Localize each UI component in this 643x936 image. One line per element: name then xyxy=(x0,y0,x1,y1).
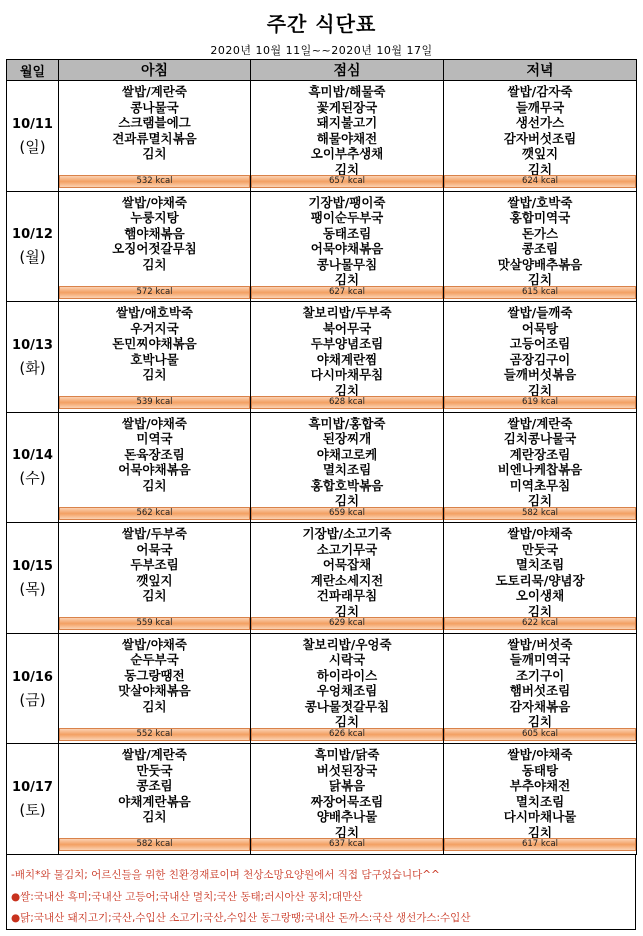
kcal-bar: 619 kcal xyxy=(444,396,636,409)
note-line: -배치*와 물김치; 어르신들을 위한 친환경재료이며 천상소망요양원에서 직접 담구었습니다^^ xyxy=(11,869,440,881)
dish-item: 조기구이 xyxy=(515,667,565,683)
weekday-label: (토) xyxy=(19,801,46,820)
kcal-bar: 622 kcal xyxy=(444,617,636,630)
dish-item: 닭볶음 xyxy=(328,778,366,794)
header-breakfast: 아침 xyxy=(59,60,251,81)
dish-item: 다시마채무침 xyxy=(310,367,384,383)
dish-item: 계란장조림 xyxy=(509,446,571,462)
dish-item: 된장찌개 xyxy=(322,431,372,447)
dish-item: 찰보리밥/우엉죽 xyxy=(302,636,392,652)
dish-item: 북어무국 xyxy=(322,320,372,336)
dish-item: 김치 xyxy=(334,714,360,728)
dish-item: 콩조림 xyxy=(136,778,173,794)
dish-item: 맛살양배추볶음 xyxy=(497,256,583,272)
kcal-bar: 582 kcal xyxy=(59,838,250,851)
dish-item: 김치 xyxy=(527,493,553,507)
dish-item: 김치콩나물국 xyxy=(503,431,577,447)
dish-item: 감자채볶음 xyxy=(509,698,571,714)
kcal-bar: 605 kcal xyxy=(444,728,636,741)
dish-item: 우거지국 xyxy=(130,320,179,336)
weekday-label: (월) xyxy=(19,248,46,267)
dish-item: 김치 xyxy=(334,272,360,286)
notes-box xyxy=(6,855,636,930)
dish-item: 어묵국 xyxy=(136,541,173,557)
kcal-bar: 657 kcal xyxy=(251,175,443,188)
dish-item: 계란소세지전 xyxy=(310,572,384,588)
dish-list xyxy=(59,81,250,175)
dish-item: 김치 xyxy=(142,588,167,604)
kcal-bar: 559 kcal xyxy=(59,617,250,630)
dish-item: 들깨무국 xyxy=(515,99,565,115)
dish-item: 우엉채조림 xyxy=(316,683,378,699)
kcal-bar: 615 kcal xyxy=(444,286,636,299)
dish-item: 김치 xyxy=(142,698,167,714)
weekday-label: (일) xyxy=(19,137,46,156)
dinner-cell xyxy=(444,744,637,855)
kcal-bar: 552 kcal xyxy=(59,728,250,741)
dish-item: 맛살야채볶음 xyxy=(118,683,191,699)
dish-item: 쌀밥/버섯죽 xyxy=(507,636,573,652)
dish-list xyxy=(251,523,443,617)
dish-item: 곰장김구이 xyxy=(509,351,571,367)
dish-item: 쌀밥/야채죽 xyxy=(122,415,187,431)
dish-item: 견과류멸치볶음 xyxy=(112,130,197,146)
dish-list xyxy=(444,302,636,396)
dish-item: 돈가스 xyxy=(521,225,559,241)
dish-list xyxy=(251,634,443,728)
dish-item: 쌀밥/계란죽 xyxy=(122,747,187,763)
dish-item: 동태조림 xyxy=(322,225,372,241)
kcal-bar: 637 kcal xyxy=(251,838,443,851)
dish-list xyxy=(444,523,636,617)
weekday-label: (금) xyxy=(19,690,46,709)
dish-item: 오이생채 xyxy=(515,588,565,604)
dish-item: 들깨미역국 xyxy=(509,652,571,668)
dish-item: 해물야채전 xyxy=(316,130,378,146)
dish-item: 하이라이스 xyxy=(316,667,378,683)
dish-item: 버섯된장국 xyxy=(316,762,378,778)
day-cell xyxy=(7,744,59,855)
dish-item: 짜장어묵조림 xyxy=(310,793,384,809)
dish-item: 깻잎지 xyxy=(521,146,559,161)
dish-item: 기장밥/소고기죽 xyxy=(302,526,392,542)
dish-item: 흑미밥/닭죽 xyxy=(314,747,380,763)
date-range: 2020년 10월 11일~~2020년 10월 17일 xyxy=(210,44,433,57)
dish-item: 김치 xyxy=(142,367,167,383)
dish-item: 멸치조림 xyxy=(515,557,565,573)
lunch-cell xyxy=(251,744,444,855)
dish-item: 두부양념조림 xyxy=(310,336,384,352)
dish-list xyxy=(59,302,250,396)
dish-item: 김치 xyxy=(334,603,360,618)
dish-item: 찰보리밥/두부죽 xyxy=(302,305,392,321)
dish-list xyxy=(59,634,250,728)
dish-item: 비엔나케찹볶음 xyxy=(497,462,583,478)
menu-table xyxy=(6,59,637,855)
day-cell xyxy=(7,633,59,744)
lunch-cell xyxy=(251,523,444,634)
dish-item: 흑미밥/해물죽 xyxy=(308,84,386,99)
dish-item: 동태탕 xyxy=(521,762,559,778)
dish-item: 쌀밥/애호박죽 xyxy=(115,305,194,321)
dish-item: 감자버섯조림 xyxy=(503,130,577,146)
kcal-bar: 582 kcal xyxy=(444,507,636,520)
dish-item: 김치 xyxy=(527,161,553,175)
dish-item: 콩나물무침 xyxy=(316,256,378,272)
lunch-cell xyxy=(251,81,444,192)
lunch-cell xyxy=(251,302,444,413)
dish-item: 야채계란찜 xyxy=(316,351,378,367)
dish-item: 쌀밥/야채죽 xyxy=(122,636,187,652)
dish-item: 오이부추생채 xyxy=(310,146,384,161)
breakfast-cell xyxy=(59,81,251,192)
dish-item: 김치 xyxy=(334,824,360,839)
header-lunch: 점심 xyxy=(251,60,444,81)
dish-item: 동그랑땡전 xyxy=(124,667,185,683)
dish-item: 멸치조림 xyxy=(322,462,372,478)
dish-list xyxy=(444,744,636,838)
dinner-cell xyxy=(444,412,637,523)
breakfast-cell xyxy=(59,744,251,855)
breakfast-cell xyxy=(59,412,251,523)
day-cell xyxy=(7,302,59,413)
day-row xyxy=(7,81,637,192)
dish-item: 김치 xyxy=(527,272,553,286)
kcal-bar: 628 kcal xyxy=(251,396,443,409)
dish-item: 다시마채나물 xyxy=(503,809,577,825)
day-row xyxy=(7,412,637,523)
dish-item: 쌀밥/계란죽 xyxy=(507,415,573,431)
dish-item: 김치 xyxy=(527,714,553,728)
dish-item: 홍합호박볶음 xyxy=(310,477,384,493)
day-row xyxy=(7,523,637,634)
kcal-bar: 626 kcal xyxy=(251,728,443,741)
header-day: 월일 xyxy=(7,60,59,81)
dish-item: 쌀밥/계란죽 xyxy=(122,84,187,99)
dish-item: 김치 xyxy=(527,824,553,839)
dinner-cell xyxy=(444,81,637,192)
dish-item: 생선가스 xyxy=(515,115,565,130)
dish-item: 돼지불고기 xyxy=(316,115,378,130)
kcal-bar: 624 kcal xyxy=(444,175,636,188)
dish-item: 고등어조림 xyxy=(509,336,571,352)
dish-list xyxy=(59,744,250,838)
day-cell xyxy=(7,81,59,192)
dish-item: 시락국 xyxy=(328,652,366,668)
dish-item: 콩조림 xyxy=(521,241,559,257)
date-label: 10/17 xyxy=(12,780,53,796)
dish-item: 순두부국 xyxy=(130,652,179,668)
dish-item: 야채계란볶음 xyxy=(118,793,191,809)
dish-item: 김치 xyxy=(527,382,553,397)
dish-item: 스크램블에그 xyxy=(118,115,191,130)
dish-list xyxy=(444,413,636,507)
kcal-bar: 617 kcal xyxy=(444,838,636,851)
dish-item: 어묵야채볶음 xyxy=(118,462,191,478)
dish-item: 쌀밥/두부죽 xyxy=(122,526,187,542)
dish-item: 소고기무국 xyxy=(316,541,378,557)
dish-item: 꽃게된장국 xyxy=(316,99,378,115)
dish-item: 두부조림 xyxy=(130,557,179,573)
page-title: 주간 식단표 xyxy=(266,12,377,36)
date-label: 10/13 xyxy=(12,337,53,353)
dish-item: 멸치조림 xyxy=(515,793,565,809)
dish-item: 쌀밥/감자죽 xyxy=(507,84,573,99)
dish-item: 쌀밥/호박죽 xyxy=(507,194,573,210)
dish-item: 미역국 xyxy=(136,431,173,447)
dish-item: 김치 xyxy=(334,382,360,397)
dish-item: 쌀밥/야채죽 xyxy=(122,194,187,210)
dish-item: 쌀밥/야채죽 xyxy=(507,747,573,763)
date-label: 10/11 xyxy=(12,116,53,132)
dish-item: 미역초무침 xyxy=(509,477,571,493)
dish-item: 양배추나물 xyxy=(316,809,378,825)
breakfast-cell xyxy=(59,633,251,744)
breakfast-cell xyxy=(59,523,251,634)
dish-list xyxy=(444,192,636,286)
dish-item: 김치 xyxy=(142,146,167,161)
dish-item: 김치 xyxy=(334,161,360,175)
dish-item: 쌀밥/야채죽 xyxy=(507,526,573,542)
dish-item: 들깨버섯볶음 xyxy=(503,367,577,383)
kcal-bar: 539 kcal xyxy=(59,396,250,409)
kcal-bar: 659 kcal xyxy=(251,507,443,520)
dish-item: 누룽지탕 xyxy=(130,210,179,226)
dish-list xyxy=(251,81,443,175)
note-line: ●닭;국내산 돼지고기;국산,수입산 소고기;국산,수입산 동그랑땡;국내산 돈까스:국산 생선가스:수입산 xyxy=(11,912,471,924)
dish-list xyxy=(59,192,250,286)
note-line: ●쌀:국내산 흑미;국내산 고등어;국내산 멸치;국산 동태;러시아산 꽁치;대만산 xyxy=(11,891,363,903)
dish-list xyxy=(444,634,636,728)
dish-item: 햄버섯조림 xyxy=(509,683,571,699)
dinner-cell xyxy=(444,302,637,413)
dish-item: 어묵야채볶음 xyxy=(310,241,384,257)
dish-item: 쌀밥/들깨죽 xyxy=(507,305,573,321)
lunch-cell xyxy=(251,633,444,744)
dish-list xyxy=(444,81,636,175)
dish-item: 홍합미역국 xyxy=(509,210,571,226)
dish-item: 햄야채볶음 xyxy=(124,225,185,241)
dish-item: 김치 xyxy=(142,809,167,825)
dish-list xyxy=(59,523,250,617)
dinner-cell xyxy=(444,523,637,634)
breakfast-cell xyxy=(59,302,251,413)
dish-item: 기장밥/팽이죽 xyxy=(308,194,386,210)
dish-list xyxy=(251,302,443,396)
dish-item: 어묵잡채 xyxy=(322,557,372,573)
dish-item: 돈민찌야채볶음 xyxy=(112,336,197,352)
dish-item: 만둣국 xyxy=(136,762,173,778)
dish-item: 콩나물국 xyxy=(130,99,179,115)
kcal-bar: 562 kcal xyxy=(59,507,250,520)
date-label: 10/14 xyxy=(12,448,53,464)
dish-item: 도토리묵/양념장 xyxy=(495,572,585,588)
weekday-label: (목) xyxy=(19,580,46,599)
day-cell xyxy=(7,523,59,634)
dish-item: 김치 xyxy=(527,603,553,618)
day-row xyxy=(7,302,637,413)
kcal-bar: 572 kcal xyxy=(59,286,250,299)
dish-item: 흑미밥/홍합죽 xyxy=(308,415,386,431)
dinner-cell xyxy=(444,191,637,302)
breakfast-cell xyxy=(59,191,251,302)
dish-list xyxy=(251,744,443,838)
dish-item: 건파래무침 xyxy=(316,588,378,604)
dish-item: 호박나물 xyxy=(130,351,179,367)
date-label: 10/15 xyxy=(12,559,53,575)
kcal-bar: 629 kcal xyxy=(251,617,443,630)
dish-item: 만둣국 xyxy=(521,541,559,557)
day-row xyxy=(7,191,637,302)
dish-item: 깻잎지 xyxy=(136,572,173,588)
date-label: 10/12 xyxy=(12,227,53,243)
day-cell xyxy=(7,412,59,523)
header-row xyxy=(7,60,637,81)
kcal-bar: 627 kcal xyxy=(251,286,443,299)
dish-item: 팽이순두부국 xyxy=(310,210,384,226)
dinner-cell xyxy=(444,633,637,744)
dish-item: 김치 xyxy=(142,256,167,272)
date-label: 10/16 xyxy=(12,669,53,685)
header-dinner: 저녁 xyxy=(444,60,637,81)
weekday-label: (화) xyxy=(19,358,46,377)
dish-item: 김치 xyxy=(142,477,167,493)
dish-item: 김치 xyxy=(334,493,360,507)
dish-item: 부추야채전 xyxy=(509,778,571,794)
dish-list xyxy=(251,192,443,286)
dish-item: 콩나물젓갈무침 xyxy=(304,698,390,714)
weekday-label: (수) xyxy=(19,469,46,488)
day-row xyxy=(7,744,637,855)
day-row xyxy=(7,633,637,744)
lunch-cell xyxy=(251,191,444,302)
dish-item: 어묵탕 xyxy=(521,320,559,336)
dish-list xyxy=(59,413,250,507)
dish-item: 돈육장조림 xyxy=(124,446,185,462)
day-cell xyxy=(7,191,59,302)
dish-list xyxy=(251,413,443,507)
kcal-bar: 532 kcal xyxy=(59,175,250,188)
dish-item: 야채고로케 xyxy=(316,446,378,462)
lunch-cell xyxy=(251,412,444,523)
dish-item: 오징어젓갈무침 xyxy=(112,241,197,257)
